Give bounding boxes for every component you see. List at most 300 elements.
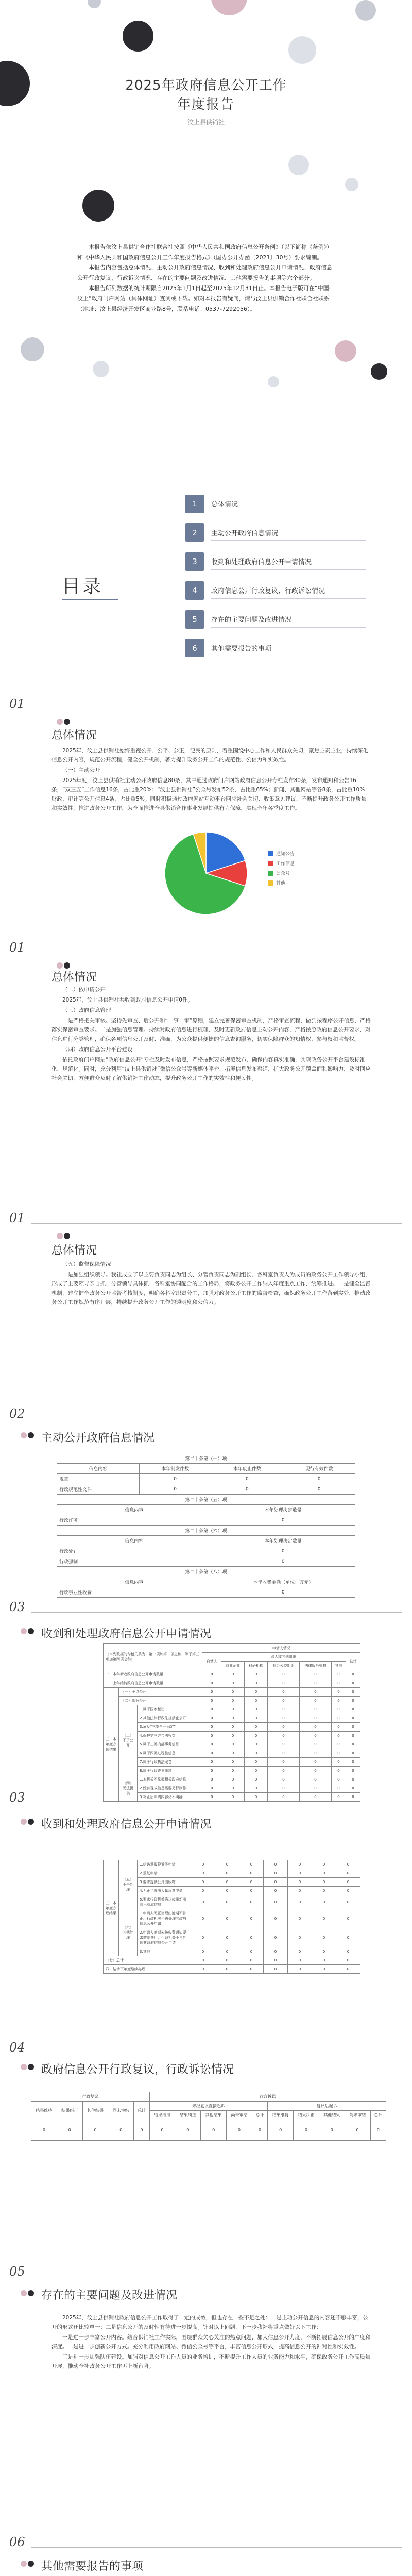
table-cell: 0	[346, 1775, 360, 1784]
table-group-header: 第二十条第（六）项	[57, 1526, 355, 1536]
table-cell: 0	[299, 1793, 331, 1802]
toc-num: 1	[185, 495, 204, 513]
table-cell: 0	[299, 1670, 331, 1679]
table-cell: 0	[267, 1723, 299, 1732]
row-label: 5.属于三类内部事务信息	[138, 1740, 202, 1749]
table-cell: 0	[299, 1740, 331, 1749]
table-cell: 0	[264, 1878, 288, 1887]
section-title: 收到和处理政府信息公开申请情况	[41, 1628, 212, 1640]
table-header: 总计	[346, 1653, 360, 1670]
table-cell: 0	[221, 1758, 244, 1767]
table-cell: 0	[312, 1860, 336, 1869]
section-title: 存在的主要问题及改进情况	[41, 2289, 178, 2302]
toc-num: 4	[185, 581, 204, 600]
section-divider	[31, 1612, 402, 1613]
table-cell: 0	[215, 1909, 239, 1928]
subheading: （五）监督保障情况	[62, 1261, 111, 1267]
table-row	[104, 1956, 360, 1965]
row-label: 1.属于国家秘密	[138, 1705, 202, 1714]
table-cell: 0	[215, 1860, 239, 1869]
table-cell: 0	[191, 1956, 215, 1965]
table-header: 其他	[332, 1662, 346, 1670]
table-cell: 0	[294, 2120, 319, 2141]
review-litigation-table	[31, 2092, 386, 2141]
toc-item-3[interactable]	[185, 552, 366, 571]
table-cell: 0	[288, 1947, 312, 1956]
table-cell: 0	[332, 1697, 346, 1705]
table-row	[104, 1793, 360, 1802]
table-cell: 0	[346, 1714, 360, 1723]
section-dot-pink	[21, 1432, 27, 1438]
table-cell: 0	[332, 1732, 346, 1740]
table-cell: 0	[346, 1732, 360, 1740]
subgroup-label: （三）不予公开	[119, 1705, 138, 1775]
table-cell: 0	[336, 1965, 360, 1974]
table-cell: 0	[191, 1965, 215, 1974]
row-label: 2.重复申请	[138, 1869, 191, 1878]
table-cell: 0	[299, 1714, 331, 1723]
section-dot-pink	[21, 1628, 27, 1634]
table-header: 总计	[370, 2111, 386, 2120]
section-number: 01	[9, 1211, 25, 1225]
table-cell: 0	[332, 1758, 346, 1767]
table-row	[57, 1474, 355, 1484]
subgroup-label: （四）无法提供	[119, 1775, 138, 1802]
table-corner: （本列数据的勾稽关系为：第一项加第二项之和，等于第三项加第四项之和）	[104, 1644, 202, 1670]
section-dot-pink	[21, 2561, 27, 2567]
toc-num: 5	[185, 610, 204, 629]
row-label: 3.补正后申请内容仍不明确	[138, 1793, 202, 1802]
table-row	[31, 2120, 386, 2141]
table-header: 结果维持	[31, 2102, 57, 2120]
toc-item-5[interactable]	[185, 610, 366, 629]
row-label: 3.危及“三安全一稳定”	[138, 1723, 202, 1732]
deco-circle-light-br	[268, 376, 279, 387]
pie-chart	[154, 824, 258, 922]
row-label: 二、上年结转政府信息公开申请数量	[104, 1679, 202, 1688]
table-cell: 0	[312, 1909, 336, 1928]
section-dot-dark	[28, 2561, 34, 2567]
subheading: （一）主动公开	[62, 767, 100, 773]
table-cell: 0	[346, 1758, 360, 1767]
toc-item-6[interactable]	[185, 639, 366, 657]
table-cell: 0	[239, 1928, 264, 1947]
table-cell: 0	[332, 1749, 346, 1758]
section-body	[52, 1260, 371, 1308]
table-row	[104, 1784, 360, 1793]
table-cell: 0	[288, 1887, 312, 1895]
table-cell: 0	[239, 1965, 264, 1974]
table-cell: 0	[346, 1749, 360, 1758]
table-cell: 0	[336, 1869, 360, 1878]
section-number: 03	[9, 1600, 25, 1614]
table-cell: 0	[134, 2120, 149, 2141]
table-cell: 0	[288, 1965, 312, 1974]
section-divider	[31, 2547, 402, 2548]
legend-label: 其他	[276, 881, 286, 886]
table-cell: 0	[215, 1965, 239, 1974]
table-header: 其他结果	[82, 2102, 108, 2120]
table-header: 法人或其他组织	[221, 1653, 346, 1662]
table-cell: 0	[312, 1869, 336, 1878]
table-cell: 0	[332, 1723, 346, 1732]
table-row	[104, 1697, 360, 1705]
subheading: （四）政府信息公开平台建设	[62, 1046, 133, 1053]
table-cell: 0	[215, 1887, 239, 1895]
section-number: 06	[9, 2535, 25, 2549]
table-cell: 0	[244, 1758, 267, 1767]
row-label: 6.属于四类过程性信息	[138, 1749, 202, 1758]
table-row	[104, 1714, 360, 1723]
table-cell: 0	[346, 1670, 360, 1679]
toc-num: 2	[185, 523, 204, 542]
deco-circle-light-bl	[93, 361, 109, 377]
table-cell: 0	[267, 1749, 299, 1758]
table-cell: 0	[336, 1928, 360, 1947]
table-cell: 0	[283, 1484, 355, 1495]
row-label: 1.申请人无正当理由逾期不补正、行政机关不再处理其政府信息公开申请	[138, 1909, 191, 1928]
table-header: 信息内容	[57, 1464, 140, 1474]
table-cell: 0	[312, 1887, 336, 1895]
table-cell: 规章	[57, 1474, 140, 1484]
table-cell: 0	[346, 1679, 360, 1688]
table-cell: 0	[244, 1688, 267, 1697]
table-cell: 0	[57, 2120, 82, 2141]
table-cell: 0	[244, 1775, 267, 1784]
table-cell: 0	[221, 1749, 244, 1758]
table-cell: 0	[346, 1705, 360, 1714]
table-cell: 0	[191, 1878, 215, 1887]
deco-circle-gray-right	[355, 0, 376, 21]
pie-legend	[268, 850, 350, 889]
paragraph: 一是严格把关审核。坚持先审查、后公开和“一事一审”原则，建立完善保密审查机制，严格审查流程，做到按程序公开信息，严格落实保密审查要求。二是加强信息管理。持续对政府信息进行梳理，及时更新政府信息主动公开内容，严格按照政府信息公开要求，对信息进行分类管理，确保各项信息公开及时、准确，为公众提供便捷的信息查询服务，切实保障群众的知情权、参与权和监督权。	[52, 1018, 371, 1042]
row-label: 4.保护第三方合法权益	[138, 1732, 202, 1740]
table-cell: 0	[332, 1705, 346, 1714]
table-cell: 0	[31, 2120, 57, 2141]
table-header: 科研机构	[244, 1662, 267, 1670]
toc-label: 存在的主要问题及改进情况	[211, 611, 366, 628]
table-cell: 行政许可	[57, 1515, 211, 1526]
table-cell: 0	[244, 1732, 267, 1740]
table-row	[104, 1758, 360, 1767]
table-cell: 0	[264, 1956, 288, 1965]
row-label: （七）总计	[104, 1956, 191, 1965]
table-cell: 0	[202, 1714, 221, 1723]
table-cell: 0	[336, 1860, 360, 1869]
table-header: 尚未审结	[345, 2111, 370, 2120]
table-cell: 0	[267, 1767, 299, 1775]
table-cell: 0	[370, 2120, 386, 2141]
legend-item	[268, 860, 350, 867]
table-cell: 0	[346, 1767, 360, 1775]
table-cell: 0	[191, 1947, 215, 1956]
table-cell: 0	[221, 1714, 244, 1723]
table-header: 本年收费金额（单位：万元）	[211, 1577, 355, 1587]
table-cell: 0	[312, 1878, 336, 1887]
table-cell: 0	[252, 2120, 267, 2141]
table-row	[57, 1546, 355, 1556]
table-cell: 0	[299, 1767, 331, 1775]
toc-num: 3	[185, 552, 204, 571]
row-label: 四、结转下年度继续办理	[104, 1965, 191, 1974]
section-title: 总体情况	[52, 729, 97, 742]
table-cell: 0	[288, 1895, 312, 1909]
table-cell: 0	[239, 1860, 264, 1869]
table-cell: 0	[288, 1878, 312, 1887]
section-dot-dark	[28, 1628, 34, 1634]
table-row	[104, 1947, 360, 1956]
table-cell: 0	[267, 1714, 299, 1723]
section-number: 01	[9, 940, 25, 955]
table-cell: 0	[175, 2120, 201, 2141]
legend-label: 通知公告	[276, 852, 295, 857]
table-cell: 0	[215, 1869, 239, 1878]
deco-circle-light-right	[288, 36, 316, 64]
table-cell: 0	[332, 1793, 346, 1802]
section-number: 02	[9, 1406, 25, 1421]
table-cell: 0	[221, 1767, 244, 1775]
table-cell: 0	[267, 1784, 299, 1793]
table-cell: 0	[211, 1474, 283, 1484]
table-header: 其他结果	[319, 2111, 345, 2120]
table-cell: 0	[264, 1909, 288, 1928]
deco-circle-dark-br	[371, 363, 387, 380]
table-cell: 0	[202, 1775, 221, 1784]
row-label: 4.无正当理由大量反复申请	[138, 1887, 191, 1895]
toc-title: 目录	[62, 576, 104, 597]
table-cell: 0	[267, 1732, 299, 1740]
table-cell: 0	[202, 1679, 221, 1688]
deco-circle-pink-br	[335, 340, 356, 362]
table-cell: 0	[221, 1793, 244, 1802]
table-header: 复议后起诉	[268, 2102, 386, 2111]
toc-title-underline	[62, 599, 118, 600]
application-table-2	[103, 1860, 360, 1974]
pie-slices	[165, 832, 247, 914]
table-cell: 0	[332, 1784, 346, 1793]
table-cell: 0	[264, 1947, 288, 1956]
section-title: 政府信息公开行政复议，行政诉讼情况	[41, 2063, 234, 2076]
section-title: 其他需要报告的事项	[41, 2560, 144, 2573]
table-cell: 0	[215, 1947, 239, 1956]
table-row	[104, 1965, 360, 1974]
row-label: 2.申请人逾期未按收费通知要求缴纳费用、行政机关不再处理其政府信息公开申请	[138, 1928, 191, 1947]
section-dot-dark	[28, 2290, 34, 2296]
table-cell: 0	[288, 1860, 312, 1869]
table-header: 其他结果	[201, 2111, 227, 2120]
toc-item-1[interactable]	[185, 495, 366, 513]
section-dot-dark	[28, 1819, 34, 1825]
deco-circle-dark-mid	[82, 190, 114, 222]
subheading: （三）政府信息管理	[62, 1007, 111, 1013]
table-cell: 0	[332, 1767, 346, 1775]
table-cell: 0	[299, 1749, 331, 1758]
toc-label: 政府信息公开行政复议、行政诉讼情况	[211, 582, 366, 599]
deco-circle-pink-top	[211, 0, 247, 15]
table-cell: 0	[336, 1895, 360, 1909]
table-cell: 0	[299, 1758, 331, 1767]
table-cell: 0	[202, 1767, 221, 1775]
row-label: 3.要求提供公开出版物	[138, 1878, 191, 1887]
table-header: 社会公益组织	[267, 1662, 299, 1670]
legend-item	[268, 870, 350, 876]
table-cell: 0	[244, 1793, 267, 1802]
table-row	[104, 1705, 360, 1714]
legend-label: 工作信息	[276, 861, 295, 867]
table-cell: 0	[267, 1758, 299, 1767]
table-cell: 0	[264, 1887, 288, 1895]
table-cell: 0	[336, 1887, 360, 1895]
table-cell: 0	[332, 1679, 346, 1688]
table-cell: 0	[221, 1740, 244, 1749]
table-row	[57, 1587, 355, 1598]
table-cell: 0	[244, 1670, 267, 1679]
row-label: 2.其他法律行政法规禁止公开	[138, 1714, 202, 1723]
table-cell: 0	[244, 1749, 267, 1758]
toc-label: 收到和处理政府信息公开申请情况	[211, 553, 366, 570]
table-cell: 0	[244, 1714, 267, 1723]
table-cell: 0	[202, 1697, 221, 1705]
table-cell: 0	[202, 1749, 221, 1758]
table-cell: 0	[332, 1740, 346, 1749]
paragraph: 一是进一步丰富公开内容。结合供销社工作实际，围绕群众关心关注的热点问题，加大信息公开力度，不断拓展信息公开的广度和深度。二是进一步创新公开方式。充分利用政府网站、微信公众号等平台，丰富信息公开形式，提高信息公开的针对性和实效性。	[52, 2334, 371, 2350]
table-cell: 0	[202, 1784, 221, 1793]
section-dot-pink	[21, 2290, 27, 2296]
table-header: 尚未审结	[227, 2111, 252, 2120]
section-dot-dark	[28, 1432, 34, 1438]
table-cell: 0	[346, 1740, 360, 1749]
section-body	[52, 2313, 371, 2372]
table-cell: 0	[299, 1679, 331, 1688]
table-cell: 0	[288, 1956, 312, 1965]
row-label: （一）予以公开	[119, 1688, 202, 1697]
table-cell: 0	[244, 1679, 267, 1688]
paragraph: 2025年，汶上县供销社政府信息公开工作取得了一定的成效，但也存在一些不足之处：一是主动公开信息的内容还不够丰富，公开的形式还比较单一；二是信息公开的及时性有待进一步提高。针对以上问题，下一步我社将重点做好以下工作：	[52, 2315, 368, 2330]
intro-paragraph-2: 本报告内容包括总体情况、主动公开政府信息情况、收到和处理政府信息公开申请情况、政府信息公开行政复议、行政诉讼情况、存在的主要问题及改进情况、其他需要报告的事项等六个部分。	[77, 264, 332, 281]
table-row	[104, 1878, 360, 1887]
section-number: 01	[9, 697, 25, 711]
table-cell: 0	[346, 1793, 360, 1802]
section-dot-dark	[64, 719, 70, 725]
table-cell: 行政事业性收费	[57, 1587, 211, 1598]
table-cell: 0	[239, 1869, 264, 1878]
table-cell: 0	[288, 1909, 312, 1928]
table-cell: 0	[345, 2120, 370, 2141]
table-group-header: 第二十条第（五）项	[57, 1495, 355, 1505]
table-cell: 0	[221, 1679, 244, 1688]
table-cell: 0	[267, 1793, 299, 1802]
section-number: 04	[9, 2040, 25, 2055]
table-row	[104, 1775, 360, 1784]
table-cell: 0	[332, 1775, 346, 1784]
table-row	[104, 1679, 360, 1688]
table-cell: 0	[215, 1956, 239, 1965]
table-cell: 0	[139, 1474, 211, 1484]
table-cell: 0	[267, 1775, 299, 1784]
table-cell: 0	[227, 2120, 252, 2141]
toc-label: 总体情况	[211, 496, 366, 512]
table-cell: 0	[202, 1705, 221, 1714]
table-header: 结果纠正	[57, 2102, 82, 2120]
table-cell: 0	[336, 1878, 360, 1887]
section-dot-pink	[21, 2064, 27, 2070]
table-cell: 0	[299, 1697, 331, 1705]
intro-paragraph-3: 本报告所列数据的统计期限自2025年1月1日起至2025年12月31日止。本报告电子版可在“中国·汶上”政府门户网站（具体网址）查阅或下载。如对本报告有疑问，请与汶上县供销合作社联合社联系（地址：汶上县经济开发区商业路8号，联系电话：0537-7292056）。	[77, 285, 331, 312]
section-dot-dark	[64, 1233, 70, 1239]
intro-paragraph-1: 本报告依汶上县供销合作社联合社按照《中华人民共和国政府信息公开条例》（以下简称《条例》）和《中华人民共和国政府信息公开工作年度报告格式》（国办公开办函〔2021〕30号）要求编制。	[77, 244, 332, 261]
table-header: 自然人	[202, 1653, 221, 1670]
intro-text	[77, 242, 335, 314]
paragraph: 2025年，汶上县供销社共收到政府信息公开申请0件。	[62, 997, 193, 1003]
paragraph: 三是进一步加强队伍建设。加强对信息公开工作人员的业务培训，不断提升工作人员的业务能力和水平，确保政务公开工作高质量开展，推动全社政务公开工作再上新台阶。	[52, 2354, 371, 2369]
table-cell: 0	[264, 1869, 288, 1878]
table-cell: 0	[244, 1740, 267, 1749]
table-row	[104, 1749, 360, 1758]
table-header: 现行有效件数	[283, 1464, 355, 1474]
table-row	[104, 1909, 360, 1928]
report-title-line1: 2025年政府信息公开工作	[125, 78, 287, 93]
section-title: 主动公开政府信息情况	[41, 1432, 155, 1445]
toc-num: 6	[185, 639, 204, 657]
table-cell: 0	[239, 1878, 264, 1887]
table-row	[104, 1928, 360, 1947]
table-cell: 0	[336, 1947, 360, 1956]
section-number: 03	[9, 1790, 25, 1805]
toc-label: 其他需要报告的事项	[211, 640, 366, 656]
table-row	[104, 1895, 360, 1909]
table-row	[104, 1767, 360, 1775]
report-subtitle: 汶上县供销社	[187, 118, 225, 126]
table-cell: 0	[221, 1705, 244, 1714]
table-cell: 0	[332, 1670, 346, 1679]
section-dot-pink	[21, 1819, 27, 1825]
table-cell: 0	[191, 1860, 215, 1869]
table-header: 本年制发件数	[139, 1464, 211, 1474]
table-cell: 0	[346, 1784, 360, 1793]
table-cell: 0	[267, 1740, 299, 1749]
table-cell: 0	[211, 1556, 355, 1567]
toc-item-4[interactable]	[185, 581, 366, 600]
section-title: 总体情况	[52, 971, 97, 984]
paragraph: 2025年度，汶上县供销社主动公开政府信息80条，其中通过政府门户网站政府信息公开专栏发布80条，发布通知和公告16条，“双三五”工作信息16条，占比重20%；“汶上县供销社”公众号发布52条，占比重65%；新闻、其他网站等各8条，占比重10%；财政、审计等公开信息4条，占比重5%。同时积极通过政府网站互动平台回应社会关切、收集意见建议，不断提升政务公开工作质量和实效性，推进政务公开工作，为全面推进全县供销合作事业发展提供有力保障，实现全年各季度工作。	[52, 777, 370, 811]
section-title: 收到和处理政府信息公开申请情况	[41, 1818, 212, 1831]
table-cell: 0	[215, 1895, 239, 1909]
active-disclosure-table	[57, 1453, 355, 1598]
table-header: 未经复议直接起诉	[149, 2102, 268, 2111]
table-cell: 0	[108, 2120, 134, 2141]
table-cell: 0	[332, 1688, 346, 1697]
section-dot-pink	[57, 962, 63, 969]
section-number: 05	[9, 2264, 25, 2279]
paragraph: 一是加强组织领导。我社成立了以主要负责同志为组长、分管负责同志为副组长、各科室负责人为成员的政务公开工作领导小组，形成了主要领导亲自抓、分管领导具体抓、各科室协同配合的工作格局，将政务公开工作纳入年度重点工作，统筹推进。二是健全监督机制，建立健全政务公开监督考核制度，明确各科室职责分工，加强对政务公开工作的监督检查，确保政务公开工作落到实处，推动政务公开工作规范有序开展，持续提升政务公开工作的透明度和公信力。	[52, 1272, 371, 1306]
row-label: 2.没有现成信息需要另行制作	[138, 1784, 202, 1793]
table-cell: 0	[202, 1723, 221, 1732]
table-header: 结果纠正	[175, 2111, 201, 2120]
table-cell: 0	[288, 1869, 312, 1878]
row-label: 1.本机关不掌握相关政府信息	[138, 1775, 202, 1784]
table-row	[104, 1688, 360, 1697]
table-cell: 0	[211, 1587, 355, 1598]
table-header: 结果维持	[268, 2111, 294, 2120]
table-cell: 0	[346, 1723, 360, 1732]
table-group-header: 第二十条第（一）项	[57, 1453, 355, 1464]
application-table-1	[103, 1643, 360, 1802]
table-cell: 0	[191, 1887, 215, 1895]
deco-circle-dark-top	[123, 21, 153, 52]
table-cell: 0	[139, 1484, 211, 1495]
group-label: 三、本年度办理结果	[104, 1860, 119, 1956]
toc-item-2[interactable]	[185, 523, 366, 542]
